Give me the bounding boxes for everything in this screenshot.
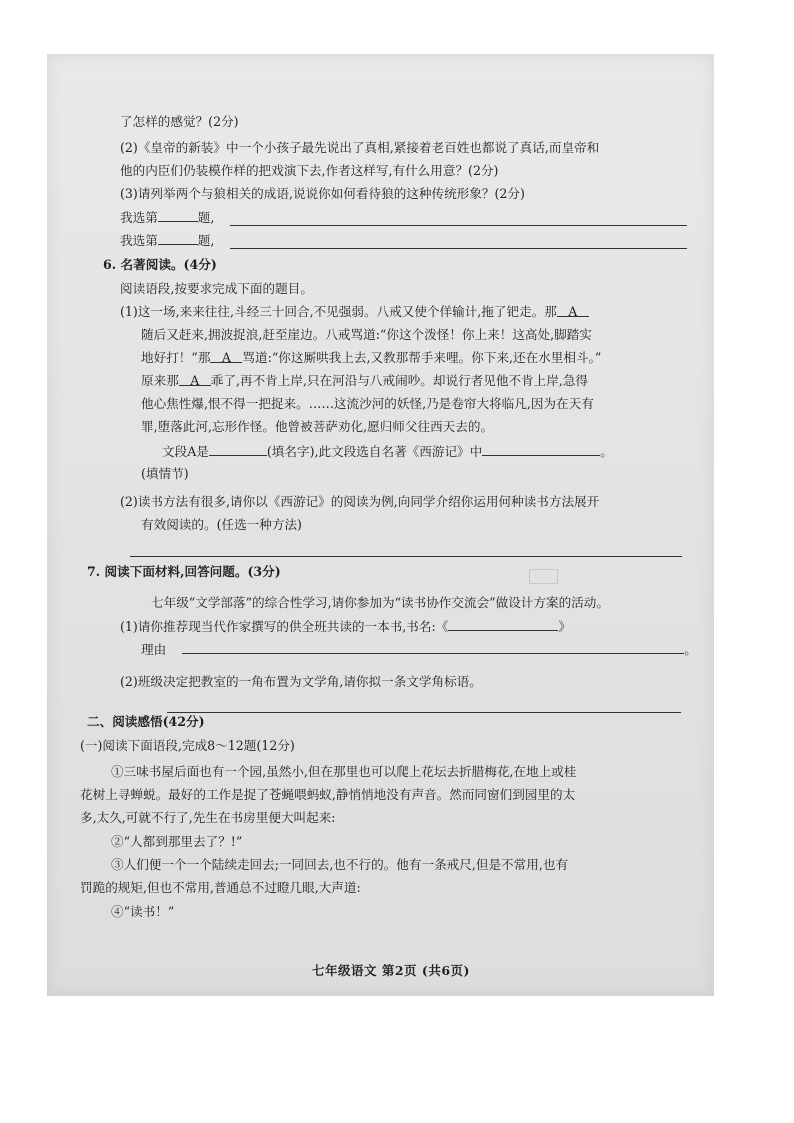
question-3-line: (3)请列举两个与狼相关的成语,说说你如何看待狼的这种传统形象？(2分)	[120, 186, 525, 201]
question-text: 》	[558, 619, 571, 634]
blank-a[interactable]: A	[210, 350, 242, 363]
reading-line: ②“人都到那里去了？!”	[111, 834, 243, 849]
passage-text: 骂道:“你这厮哄我上去,又教那帮手来哩。你下来,还在水里相斗。”	[242, 350, 602, 365]
exam-page-photo	[47, 54, 714, 996]
question-2-line: 他的内臣们仍装模作样的把戏演下去,作者这样写,有什么用意？(2分)	[120, 163, 499, 178]
fill-question-line	[162, 443, 613, 460]
answer-suffix: 题,	[197, 210, 215, 225]
page-footer: 七年级语文 第2页 (共6页)	[312, 963, 470, 978]
passage-line: 罪,堕落此河,忘形作怪。他曾被菩萨劝化,愿归师父往西天去的。	[141, 419, 494, 434]
reading-line: ④“读书！”	[111, 904, 175, 919]
answer-prefix: 我选第	[120, 233, 158, 248]
passage-line	[120, 304, 589, 320]
passage-text: 原来那	[141, 373, 179, 388]
blank-a[interactable]: A	[557, 304, 589, 317]
question-line: 有效阅读的。(任选一种方法)	[141, 517, 302, 532]
question-line	[120, 618, 571, 635]
question-line: 了怎样的感觉？(2分)	[120, 114, 239, 129]
answer-rule[interactable]	[167, 712, 681, 713]
reason-line	[141, 641, 697, 658]
fill-question-hint: (填情节)	[141, 466, 189, 481]
answer-rule[interactable]	[230, 225, 687, 226]
subsection-heading: (一)阅读下面语段,完成8～12题(12分)	[80, 738, 295, 753]
question-2-line: (2)《皇帝的新装》中一个小孩子最先说出了真相,紧接着老百姓也都说了真话,而皇帝和	[120, 140, 600, 155]
fill-text: 。	[600, 444, 613, 459]
question-6-heading: 6. 名著阅读。(4分)	[103, 257, 217, 272]
answer-line-1	[120, 209, 214, 226]
faint-stamp	[529, 569, 558, 584]
plot-blank[interactable]	[482, 443, 600, 456]
reason-blank[interactable]	[182, 641, 684, 654]
passage-line: 随后又赶来,拥波捉浪,赶至崖边。八戒骂道:“你这个泼怪！你上来！这高处,脚踏实	[141, 327, 592, 342]
answer-suffix: 题,	[197, 233, 215, 248]
reason-end: 。	[684, 642, 697, 657]
answer-line-2	[120, 232, 214, 249]
material-line: 七年级“文学部落”的综合性学习,请你参加为“读书协作交流会”做设计方案的活动。	[151, 595, 609, 610]
answer-rule[interactable]	[130, 556, 682, 557]
reading-line: ③人们便一个一个陆续走回去;一同回去,也不行的。他有一条戒尺,但是不常用,也有	[111, 857, 569, 872]
reading-line: 花树上寻蝉蜕。最好的工作是捉了苍蝇喂蚂蚁,静悄悄地没有声音。然而同窗们到园里的太	[80, 787, 576, 802]
reading-line: ①三味书屋后面也有一个园,虽然小,但在那里也可以爬上花坛去折腊梅花,在地上或桂	[111, 764, 577, 779]
question-text: (1)请你推荐现当代作家撰写的供全班共读的一本书,书名:《	[120, 619, 449, 634]
answer-prefix: 我选第	[120, 210, 158, 225]
passage-text: 地好打！”那	[141, 350, 211, 365]
instruction-line: 阅读语段,按要求完成下面的题目。	[120, 281, 313, 296]
name-blank[interactable]	[209, 443, 267, 456]
number-blank[interactable]	[158, 209, 198, 222]
question-7-heading: 7. 阅读下面材料,回答问题。(3分)	[87, 564, 281, 579]
reason-label: 理由	[141, 642, 167, 657]
passage-line	[141, 350, 601, 366]
question-line: (2)班级决定把教室的一角布置为文学角,请你拟一条文学角标语。	[120, 674, 482, 689]
question-line: (2)读书方法有很多,请你以《西游记》的阅读为例,向同学介绍你运用何种读书方法展开	[120, 494, 600, 509]
reading-line: 多,太久,可就不行了,先生在书房里便大叫起来:	[80, 810, 336, 825]
answer-rule[interactable]	[230, 248, 687, 249]
reading-line: 罚跪的规矩,但也不常用,普通总不过瞪几眼,大声道:	[80, 880, 361, 895]
fill-text: 文段A是	[162, 444, 209, 459]
section-heading: 二、阅读感悟(42分)	[87, 714, 205, 729]
book-title-blank[interactable]	[448, 618, 558, 631]
passage-text: (1)这一场,来来往往,斗经三十回合,不见强弱。八戒又使个佯输计,拖了钯走。那	[120, 304, 557, 319]
passage-line: 他心焦性爆,恨不得一把捉来。……这流沙河的妖怪,乃是卷帘大将临凡,因为在天有	[141, 396, 594, 411]
passage-line	[141, 373, 588, 389]
blank-a[interactable]: A	[179, 373, 211, 386]
passage-text: 乖了,再不肯上岸,只在河沿与八戒闹吵。却说行者见他不肯上岸,急得	[210, 373, 589, 388]
fill-text: (填名字),此文段选自名著《西游记》中	[266, 444, 483, 459]
number-blank[interactable]	[158, 232, 198, 245]
